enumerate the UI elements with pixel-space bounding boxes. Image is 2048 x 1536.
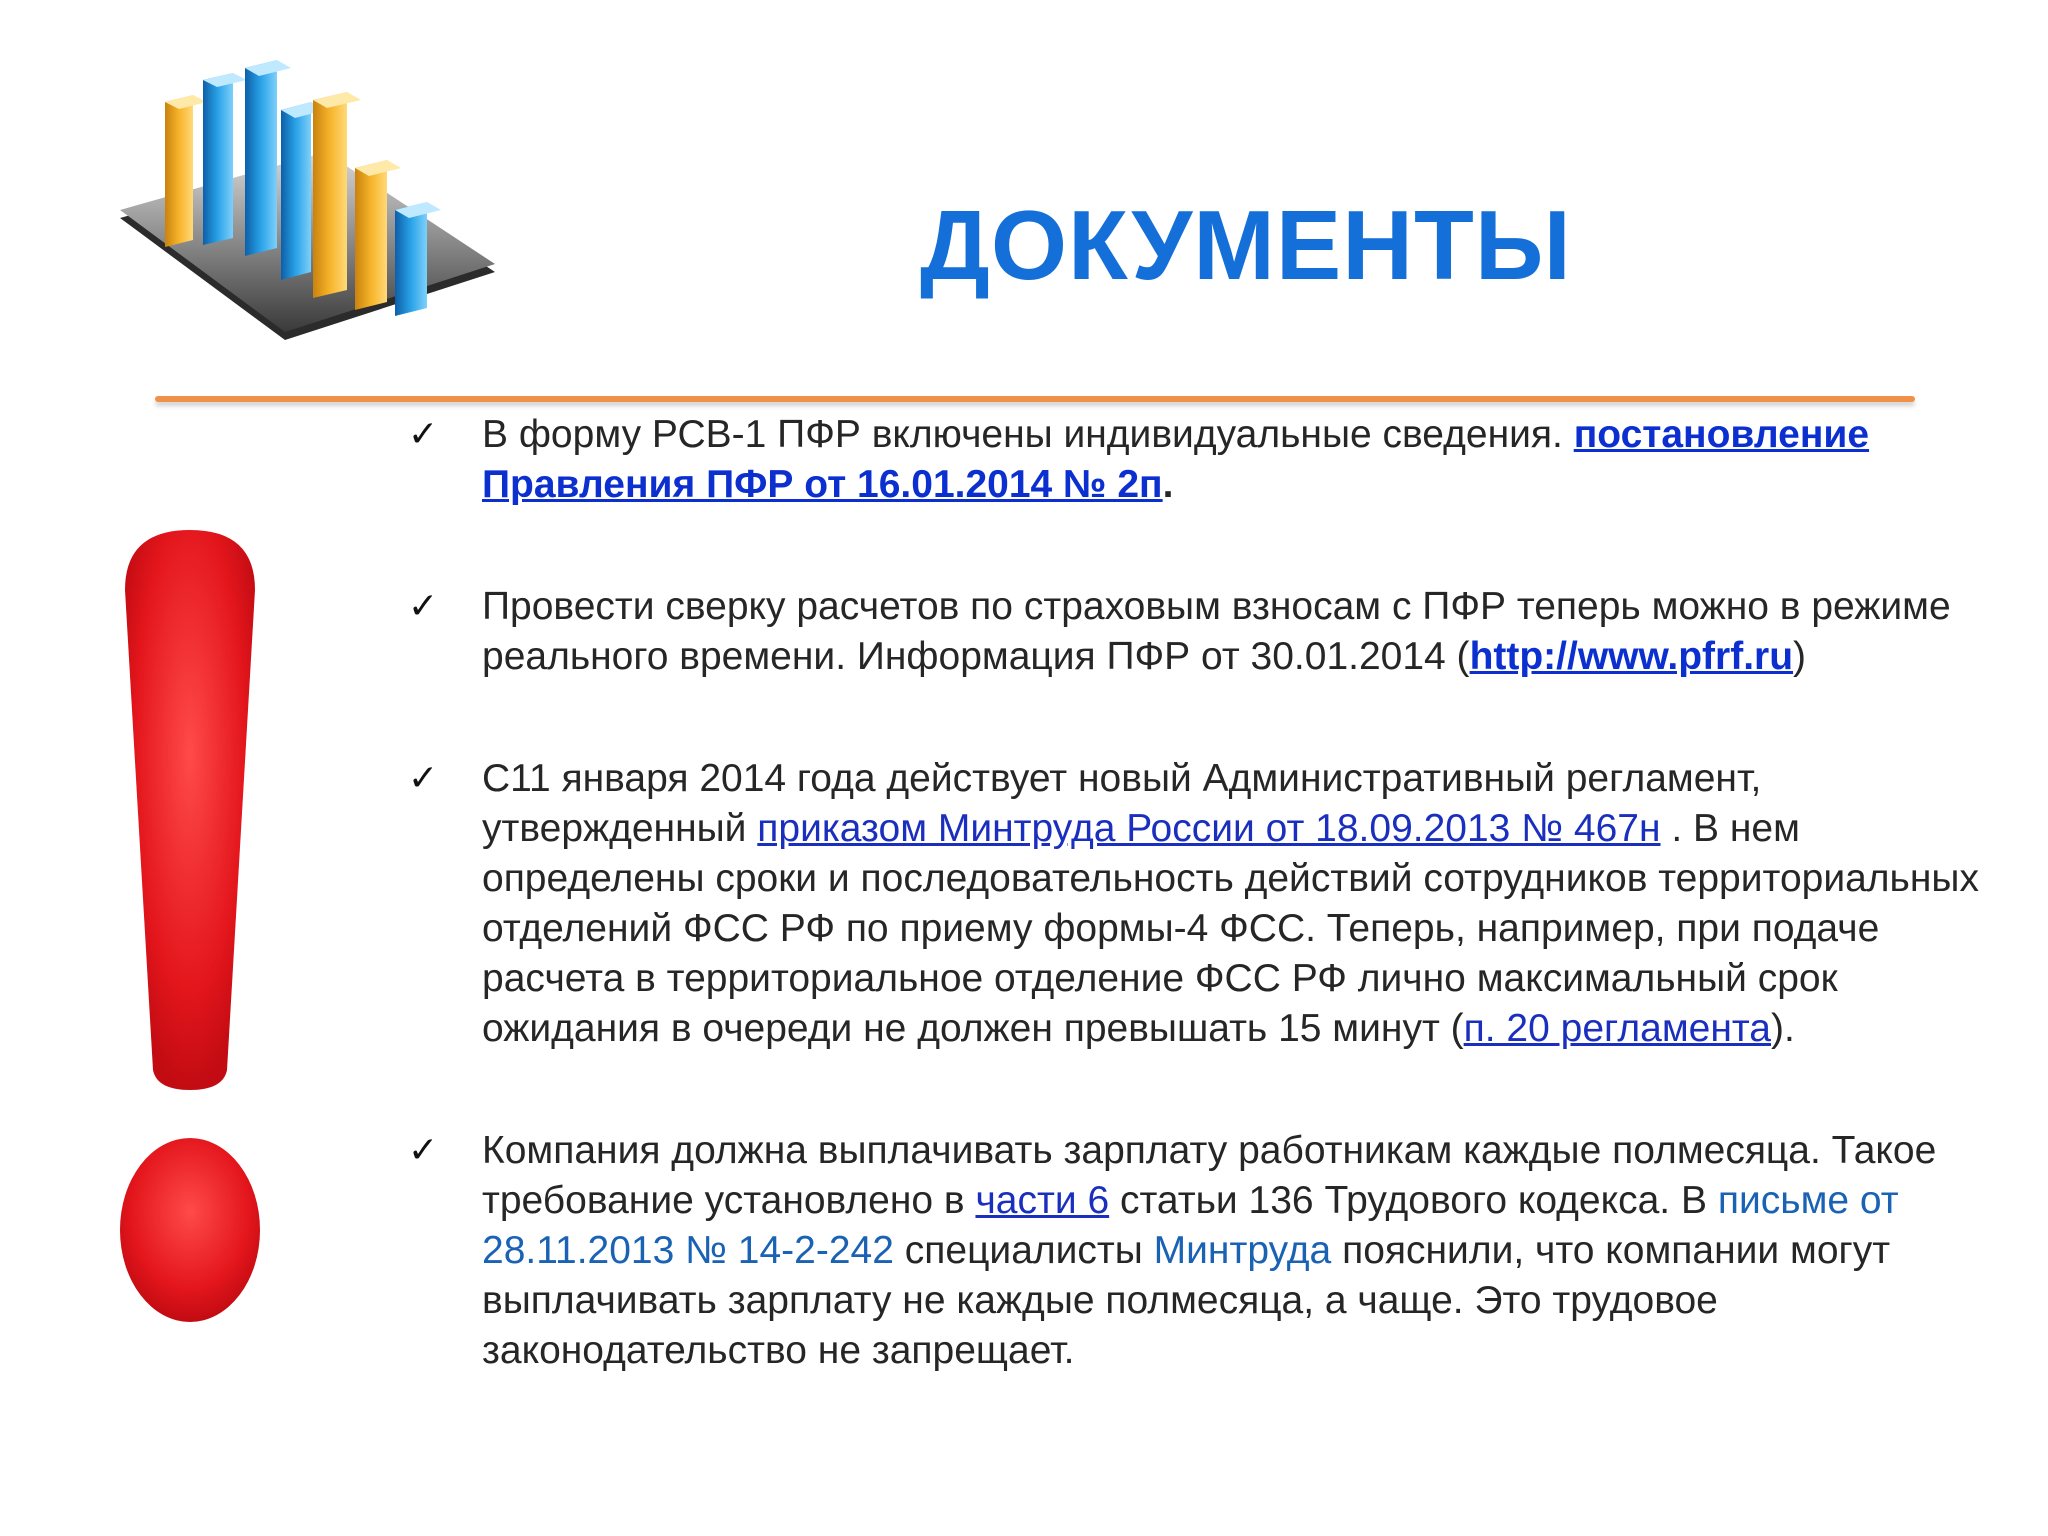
checkmark-icon: ✓	[408, 414, 439, 455]
list-item: ✓ С11 января 2014 года действует новый Административный регламент, утвержденный приказом Минтруда России от 18.09.2013 № 467н . В нем определены сроки и последовательность действий сотрудников территориальных отделений ФСС РФ по приему формы-4 ФСС. Теперь, например, при подаче расчета в территориальное отделение ФСС РФ лично максимальный срок ожидания в очереди не должен превышать 15 минут (п. 20 регламента).	[400, 754, 2000, 1054]
letter-reference: письме от 28.11.2013 № 14-2-242	[482, 1179, 1899, 1272]
checkmark-icon: ✓	[408, 1130, 439, 1171]
page-title: ДОКУМЕНТЫ	[920, 190, 1572, 300]
resolution-link[interactable]: постановление Правления ПФР от 16.01.2014 № 2п	[482, 413, 1870, 506]
list-item: ✓ Компания должна выплачивать зарплату работникам каждые полмесяца. Такое требование установлено в части 6 статьи 136 Трудового кодекса. В письме от 28.11.2013 № 14-2-242 специалисты Минтруда пояснили, что компании могут выплачивать зарплату не каждые полмесяца, а чаще. Это трудовое законодательство не запрещает.	[400, 1126, 2000, 1376]
divider-line	[155, 396, 1915, 402]
ministry-reference: Минтруда	[1153, 1229, 1332, 1272]
bar-chart-3d-icon	[115, 40, 505, 340]
checkmark-icon: ✓	[408, 586, 439, 627]
order-link[interactable]: приказом Минтруда России от 18.09.2013 № 467н	[757, 807, 1661, 850]
list-item: ✓ Провести сверку расчетов по страховым взносам с ПФР теперь можно в режиме реального времени. Информация ПФР от 30.01.2014 (http://www.pfrf.ru)	[400, 582, 2000, 682]
list-item: ✓ В форму РСВ-1 ПФР включены индивидуальные сведения. постановление Правления ПФР от 16.01.2014 № 2п.	[400, 410, 2000, 510]
bullet-list	[400, 410, 2000, 1376]
regulation-link[interactable]: п. 20 регламента	[1463, 1007, 1771, 1050]
checkmark-icon: ✓	[408, 758, 439, 799]
pfrf-link[interactable]: http://www.pfrf.ru	[1469, 635, 1794, 678]
labor-code-link[interactable]: части 6	[975, 1179, 1110, 1222]
exclamation-mark-icon	[115, 530, 265, 1360]
